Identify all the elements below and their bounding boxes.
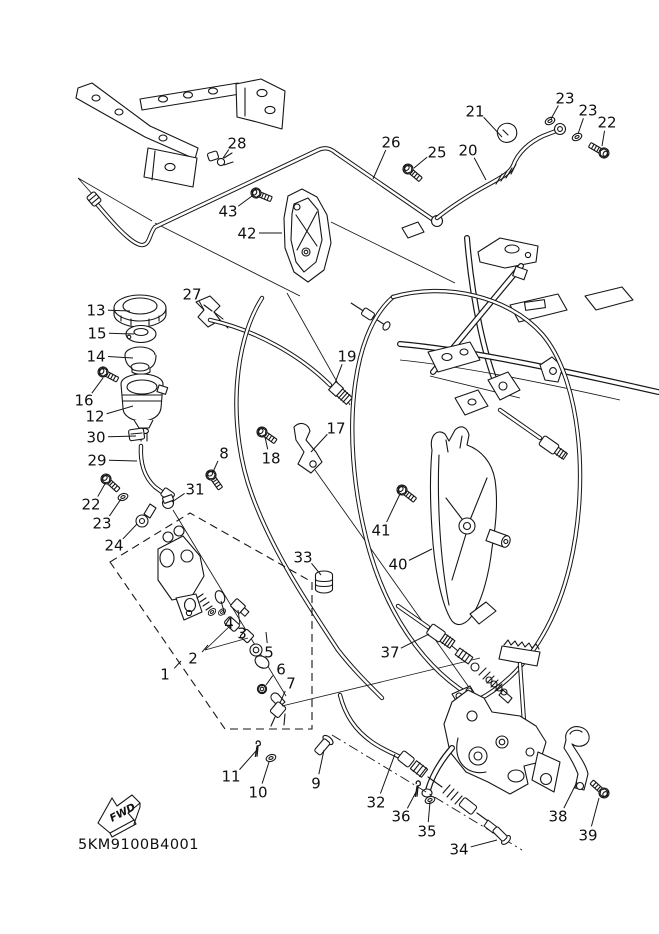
part-label-25: 25 [427,143,447,162]
part-label-30: 30 [86,428,106,447]
fwd-direction-arrow [98,795,140,837]
diagram-code: 5KM9100B4001 [78,837,199,853]
part-label-23: 23 [578,101,598,120]
cable-end-upper-right-drawing [500,410,569,461]
leader-line-22 [602,131,605,146]
reservoir-assembly-drawing [114,295,175,502]
part-label-2: 2 [188,649,198,668]
part-label-34: 34 [449,840,469,859]
bolt-41-drawing [395,483,418,504]
brake-pedal-assembly-drawing [422,640,560,797]
leader-line-10 [262,762,269,784]
part-label-23: 23 [92,514,112,533]
part-label-4: 4 [224,614,234,633]
leader-line-24 [123,524,137,539]
leader-line-29 [109,460,137,461]
part-label-43: 43 [218,202,238,221]
brake-pipe-26-drawing [78,148,443,296]
leader-line-23 [578,118,583,134]
leader-line-8 [213,461,218,472]
washer-23a-drawing [544,116,556,126]
washer-10-drawing [265,753,277,763]
part-label-19: 19 [337,347,357,366]
bolt-22-top-drawing [587,140,611,159]
grommet-33-drawing [316,571,333,593]
bolt-43-drawing [249,186,273,203]
leader-line-22 [98,482,106,497]
heel-guard-40-drawing [431,427,512,625]
leader-line-34 [471,840,497,847]
part-label-17: 17 [326,419,346,438]
bolt-8-drawing [204,468,225,491]
brake-hose-20-drawing [437,123,566,218]
leader-line-40 [409,549,432,560]
leader-line-41 [387,494,400,522]
leader-line-19 [335,364,342,383]
leader-line-32 [380,754,395,794]
leader-line-43 [238,196,252,206]
part-label-38: 38 [548,807,568,826]
leader-line-38 [564,782,577,808]
leader-line-39 [591,798,599,826]
part-label-24: 24 [104,536,124,555]
guard-plate-42-drawing [284,189,455,283]
part-label-27: 27 [182,285,202,304]
stopper-lever-38-drawing [564,727,589,790]
part-label-23: 23 [555,89,575,108]
part-label-9: 9 [311,774,321,793]
leader-line-1 [174,661,181,668]
pedal-pin-parts-drawing [253,734,436,805]
part-label-16: 16 [74,391,94,410]
part-label-1: 1 [160,665,170,684]
leader-line-5 [266,632,267,643]
part-label-6: 6 [276,660,286,679]
part-label-36: 36 [391,807,411,826]
part-label-21: 21 [465,102,485,121]
part-label-8: 8 [219,444,229,463]
leader-line-17 [311,434,327,452]
part-label-40: 40 [388,555,408,574]
leader-line-36 [407,792,416,808]
part-label-7: 7 [286,674,296,693]
part-label-14: 14 [86,347,106,366]
part-label-31: 31 [185,480,205,499]
part-label-39: 39 [578,826,598,845]
part-label-10: 10 [248,783,268,802]
leader-line-6 [266,676,273,685]
part-label-42: 42 [237,224,257,243]
part-label-29: 29 [87,451,107,470]
leader-line-25 [414,157,427,168]
bolt-25-drawing [401,162,424,183]
fwd-arrow-label: FWD [107,801,138,825]
part-label-28: 28 [227,134,247,153]
part-label-11: 11 [221,767,241,786]
leader-line-35 [428,802,430,822]
clip-28-drawing [207,151,233,166]
part-label-37: 37 [380,643,400,662]
cable-end-19-drawing [329,382,353,406]
bolt-22-left-drawing [99,472,122,494]
part-label-12: 12 [85,407,105,426]
frame-crossmember-top-left [76,79,285,187]
part-label-33: 33 [293,548,313,567]
part-label-5: 5 [264,643,274,662]
leader-line-23 [551,105,558,119]
part-label-18: 18 [261,449,281,468]
leader-line-23 [109,499,121,516]
part-label-32: 32 [366,793,386,812]
part-label-3: 3 [237,624,247,643]
part-label-41: 41 [371,521,391,540]
leader-line-20 [474,158,486,180]
bolt-39-drawing [588,778,611,800]
part-label-35: 35 [417,822,437,841]
part-label-15: 15 [87,324,107,343]
bolt-16-drawing [96,365,120,384]
washer-23b-drawing [571,132,583,142]
part-label-22: 22 [81,495,101,514]
part-label-26: 26 [381,133,401,152]
part-label-22: 22 [597,113,617,132]
nut-6-drawing [257,684,266,693]
frame-section-right-drawing [400,222,658,415]
part-label-13: 13 [86,301,106,320]
master-cylinder-kit-drawing [110,513,480,729]
part-label-20: 20 [458,141,478,160]
leader-line-11 [239,751,256,770]
leader-line-26 [373,150,386,179]
cotter-pin-11-drawing [253,740,261,757]
